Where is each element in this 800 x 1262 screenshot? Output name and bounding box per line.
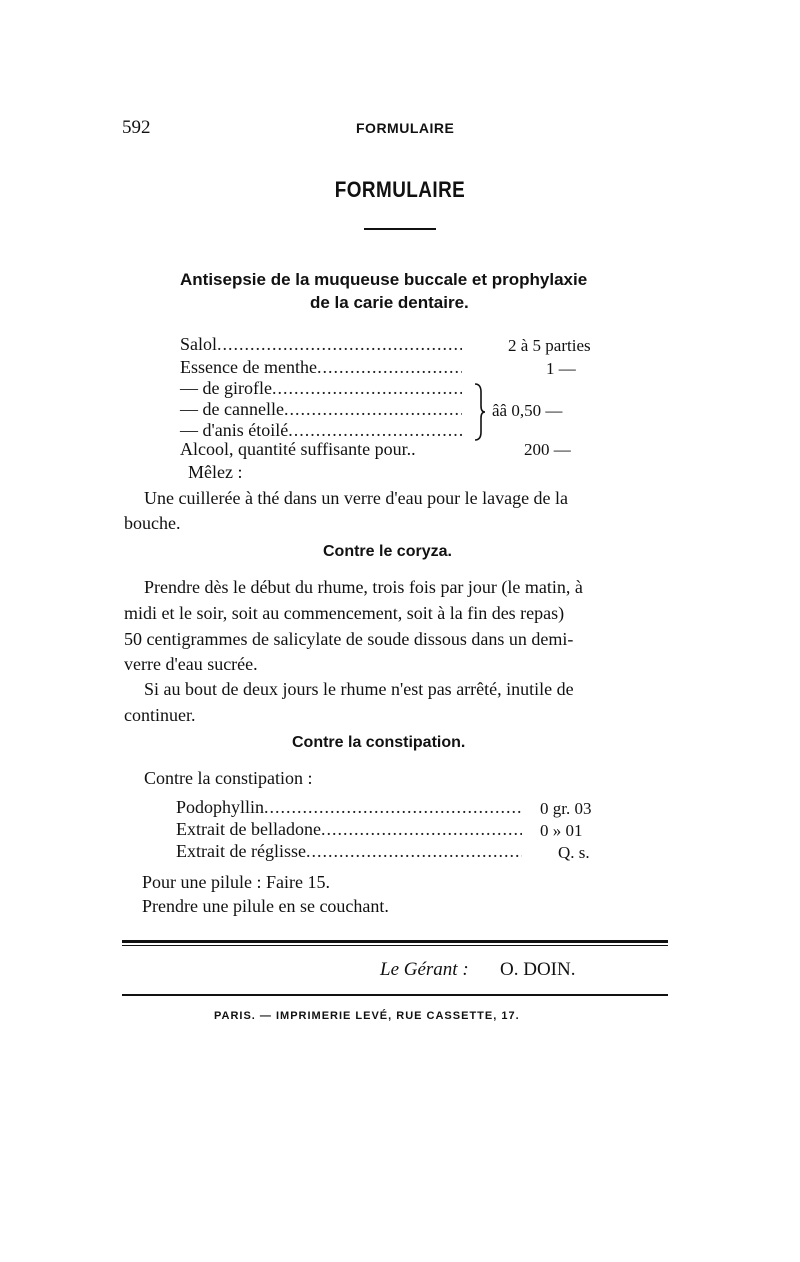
section1-heading-line2: de la carie dentaire. (310, 293, 469, 312)
recipe-row (176, 818, 522, 841)
section3-intro: Contre la constipation : (144, 768, 313, 788)
melez-text: Mêlez : (188, 462, 243, 482)
recipe-label: Essence de menthe (180, 357, 317, 377)
recipe-label: Salol (180, 334, 218, 354)
recipe-label: — d'anis étoilé (180, 420, 289, 440)
section1-heading-line1: Antisepsie de la muqueuse buccale et prophylaxie (180, 270, 588, 289)
recipe-row (176, 796, 522, 819)
recipe-qty: Q. s. (558, 843, 590, 862)
recipe-row (180, 333, 462, 356)
paragraph-line: Prendre dès le début du rhume, trois fois par jour (le matin, à (144, 577, 583, 597)
instruction-line: Une cuillerée à thé dans un verre d'eau pour le lavage de la (144, 488, 569, 508)
brace-icon (472, 382, 486, 442)
instruction-line: bouche. (124, 513, 181, 533)
pilule-line: Pour une pilule : Faire 15. (142, 872, 330, 892)
recipe-label: — de cannelle (180, 399, 284, 419)
recipe-qty: 2 à 5 parties (508, 336, 591, 355)
recipe-label: Extrait de réglisse (176, 841, 306, 861)
paragraph-line: continuer. (124, 705, 196, 725)
recipe-qty: 0 » 01 (540, 821, 583, 840)
recipe-label: Alcool, quantité suffisante pour.. (180, 439, 416, 459)
title-rule (364, 228, 436, 230)
recipe-label: Podophyllin (176, 797, 265, 817)
recipe-row (180, 398, 462, 421)
recipe-row (180, 377, 462, 400)
recipe-qty: 1 — (546, 359, 576, 378)
pilule-line: Prendre une pilule en se couchant. (142, 896, 389, 916)
gerant-name: O. DOIN. (500, 959, 576, 980)
recipe-qty: 0 gr. 03 (540, 799, 592, 818)
running-head-title: FORMULAIRE (356, 120, 455, 136)
paragraph-line: verre d'eau sucrée. (124, 654, 258, 674)
imprint-rule (122, 994, 668, 996)
double-rule (122, 940, 668, 943)
section2-heading: Contre le coryza. (323, 543, 452, 560)
section3-heading: Contre la constipation. (292, 734, 466, 751)
imprint-text: PARIS. — IMPRIMERIE LEVÉ, RUE CASSETTE, 17. (214, 1010, 520, 1022)
recipe-qty: 200 — (524, 440, 571, 459)
gerant-label: Le Gérant : (380, 959, 469, 980)
recipe-label: Extrait de belladone (176, 819, 321, 839)
paragraph-line: midi et le soir, soit au commencement, soit à la fin des repas) (124, 603, 565, 623)
paragraph-line: 50 centigrammes de salicylate de soude dissous dans un demi- (124, 629, 574, 649)
page-number: 592 (122, 117, 151, 138)
recipe-qty: ââ 0,50 — (492, 401, 563, 420)
page-title: FORMULAIRE (334, 177, 466, 202)
recipe-row (180, 356, 462, 379)
recipe-label: — de girofle (180, 378, 272, 398)
recipe-row (176, 840, 522, 863)
paragraph-line: Si au bout de deux jours le rhume n'est pas arrêté, inutile de (144, 679, 574, 699)
double-rule (122, 945, 668, 946)
